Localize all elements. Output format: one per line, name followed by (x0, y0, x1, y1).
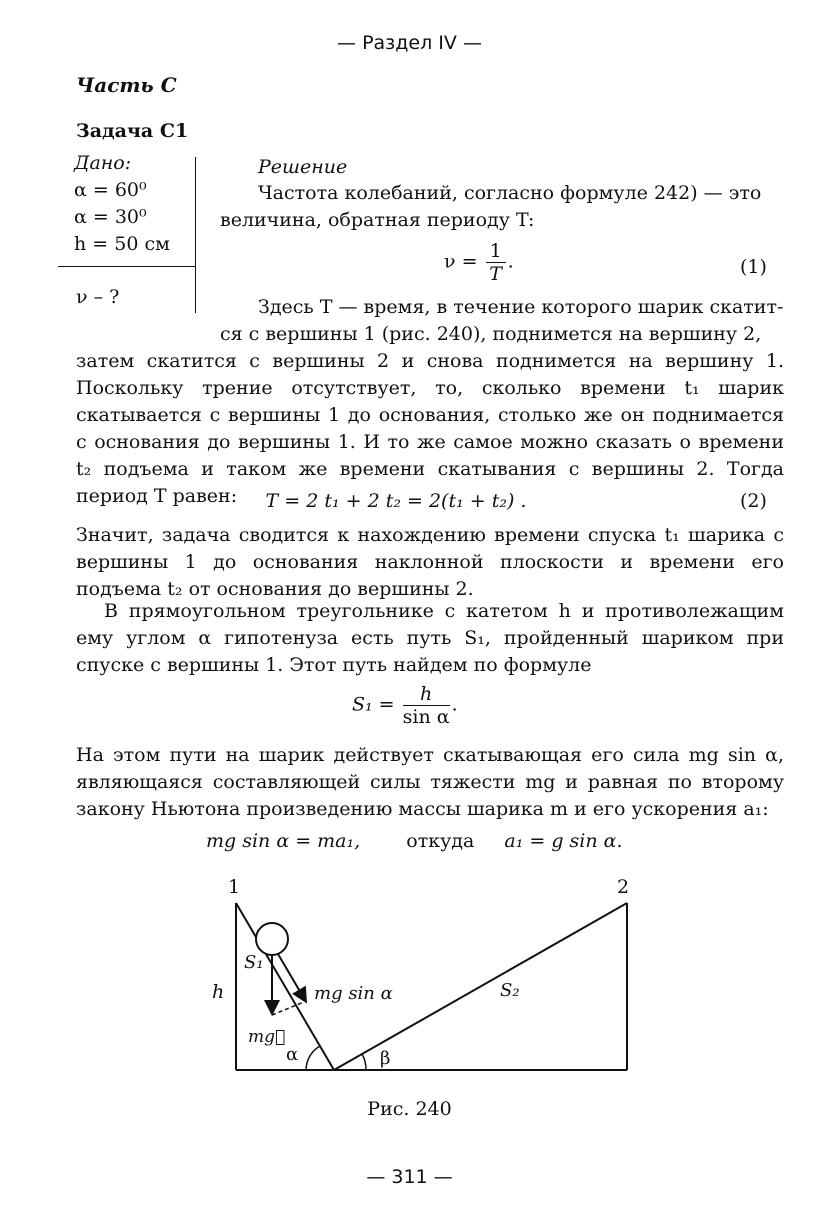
beta-arc (362, 1054, 366, 1070)
running-head: — Раздел IV — (337, 32, 482, 54)
equation-4 (206, 828, 623, 855)
paragraph-line: Здесь T — время, в течение которого шарик скатит- (258, 296, 784, 318)
h-label: h (212, 981, 225, 1003)
given-item: h = 50 см (74, 233, 170, 255)
given-label: Дано: (74, 152, 132, 174)
eq3-numerator: h (403, 683, 450, 706)
vertex-1-label: 1 (228, 876, 241, 898)
eq1-denominator: T (489, 263, 502, 285)
vertex-2-label: 2 (617, 876, 630, 898)
paragraph-line: Частота колебаний, согласно формуле 242) — это (258, 182, 762, 204)
paragraph-line: ся с вершины 1 (рис. 240), поднимется на вершину 2, (220, 323, 762, 345)
paragraph: На этом пути на шарик действует скатывающая его сила mg sin α, являющаяся составляющей силы тяжести mg и равная по второму закону Ньютона произведению массы шарика m и его ускорения a₁: (76, 744, 784, 820)
eq1-tag: (1) (740, 256, 767, 278)
force-arrow (278, 954, 305, 1000)
given-item: α = 30⁰ (74, 206, 147, 228)
eq4-left: mg sin α = ma₁, (206, 830, 361, 852)
problem-title: Задача С1 (76, 120, 189, 142)
page-number: — 311 — (366, 1166, 453, 1188)
given-item: α = 60⁰ (74, 179, 147, 201)
eq1-lhs: ν = (444, 250, 478, 273)
eq4-right: a₁ = g sin α. (504, 830, 623, 852)
alpha-label: α (286, 1044, 299, 1065)
equation-3: S₁ = $\frac{h}{\text{sin α}}$ . (352, 683, 458, 728)
eq2-tag: (2) (740, 490, 767, 512)
force-label: mg sin α (314, 983, 393, 1004)
given-block (74, 150, 194, 258)
s1-label: S₁ (244, 952, 264, 973)
given-divider (58, 266, 196, 267)
figure-caption: Рис. 240 (367, 1098, 452, 1120)
paragraph: Значит, задача сводится к нахождению времени спуска t₁ шарика с вершины 1 до основания наклонной плоскости и времени его подъема t₂ от основания до вершины 2. (76, 524, 784, 600)
alpha-arc (306, 1046, 320, 1070)
solution-label: Решение (258, 156, 348, 178)
part-title: Часть C (76, 73, 177, 97)
beta-label: β (380, 1048, 391, 1069)
gravity-label: mg⃗ (248, 1027, 286, 1047)
paragraph: затем скатится с вершины 2 и снова поднимется на вершину 1. Поскольку трение отсутствует, то, сколько времени t₁ шарик скатывается с вершины 1 до основания, столько же он поднимается с основания до вершины 1. И то же самое можно сказать о времени t₂ подъема и таком же времени скатывания с вершины 2. Тогда период T равен: (76, 350, 784, 507)
component-dash (272, 1002, 304, 1015)
eq3-lhs: S₁ = (352, 693, 395, 716)
equation-2: T = 2 t₁ + 2 t₂ = 2(t₁ + t₂) . (265, 490, 527, 512)
paragraph-line: величина, обратная периоду T: (220, 209, 535, 231)
figure-240 (0, 860, 819, 1080)
equation-1: ν = $\frac{1}{T}$ . (444, 240, 514, 285)
paragraph: В прямоугольном треугольнике с катетом h и противолежащим ему углом α гипотенуза есть путь S₁, пройденный шариком при спуске с вершины 1. Этот путь найдем по формуле (76, 600, 784, 676)
s2-label: S₂ (500, 980, 520, 1001)
ball (256, 923, 288, 955)
eq4-mid: откуда (406, 830, 475, 852)
find-item: ν – ? (76, 286, 120, 308)
given-vertical-rule (195, 157, 196, 313)
eq3-fraction (403, 683, 450, 728)
eq1-numerator: 1 (486, 240, 506, 263)
eq3-denominator: sin α (402, 706, 450, 728)
eq1-fraction (486, 240, 506, 285)
